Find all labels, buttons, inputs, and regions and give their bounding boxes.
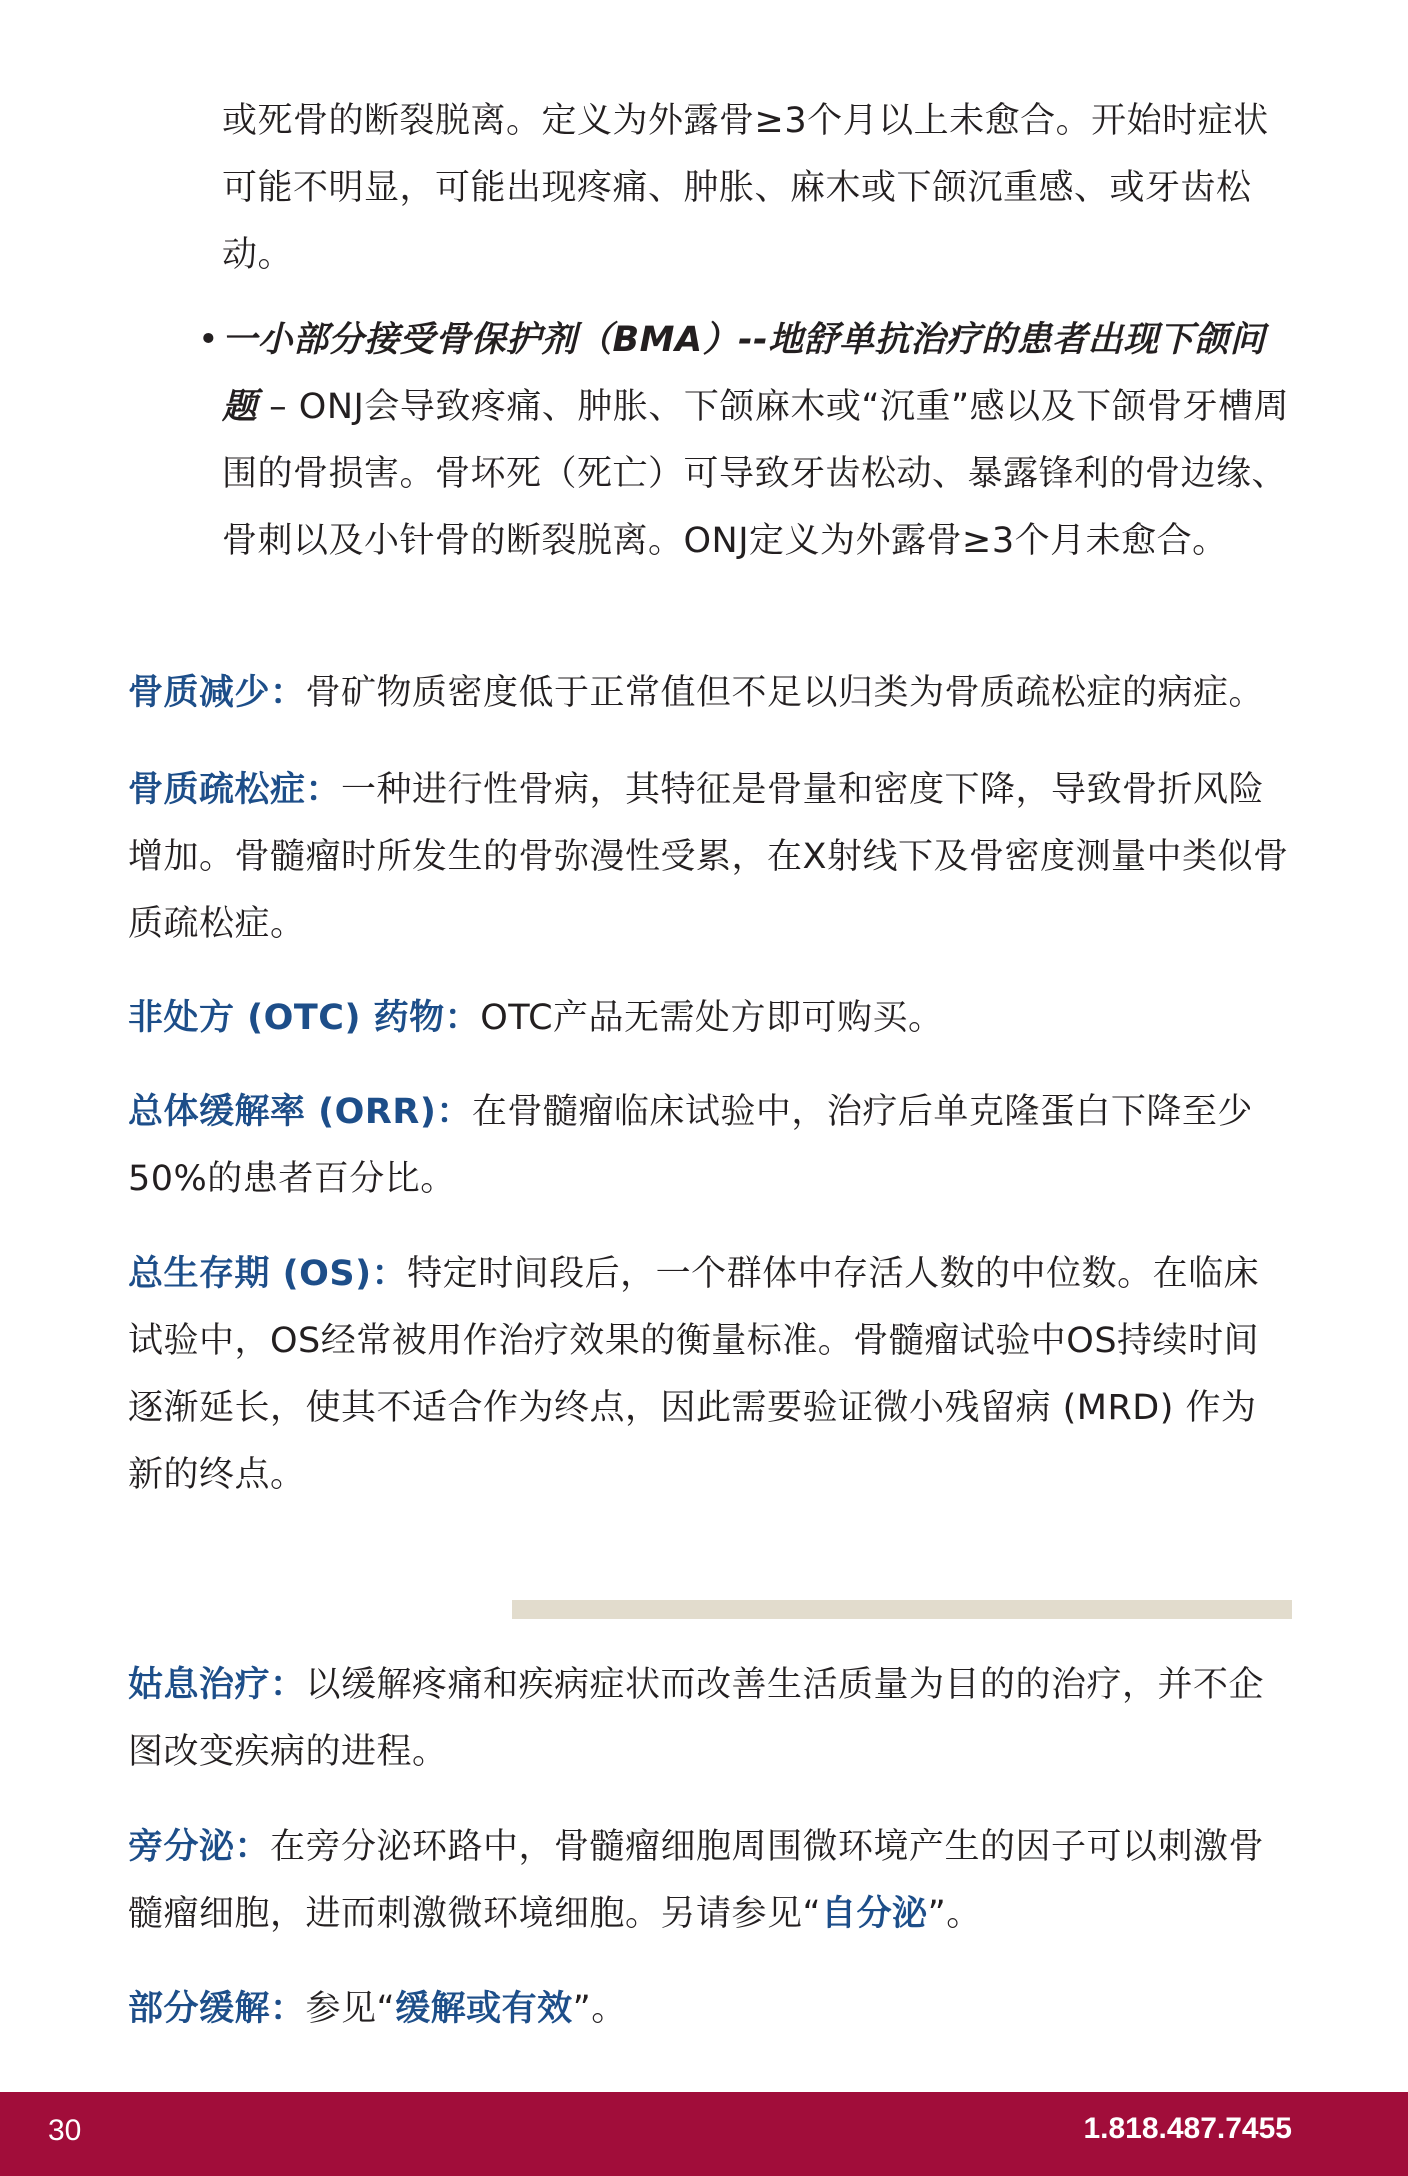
glossary-entry-otc bbox=[128, 985, 1292, 1052]
cross-reference-link[interactable]: 缓解或有效 bbox=[395, 1989, 573, 2029]
glossary-entry-palliative-care bbox=[128, 1652, 1292, 1786]
glossary-definition: 骨矿物质密度低于正常值但不足以归类为骨质疏松症的病症。 bbox=[305, 673, 1265, 713]
glossary-term: 旁分泌： bbox=[128, 1827, 271, 1867]
glossary-entry-paracrine bbox=[128, 1814, 1292, 1948]
glossary-definition: 特定时间段后，一个群体中存活人数的中位数。在临床试验中，OS经常被用作治疗效果的衡量标准。骨髓瘤试验中OS持续时间逐渐延长，使其不适合作为终点，因此需要验证微小残留病 (MRD) 作为新的终点。 bbox=[128, 1254, 1260, 1495]
glossary-entry-osteopenia bbox=[128, 660, 1292, 727]
glossary-term: 总体缓解率 (ORR)： bbox=[128, 1092, 472, 1132]
glossary-term: 部分缓解： bbox=[128, 1989, 306, 2029]
bullet-heading: 一小部分接受骨保护剂（BMA）--地舒单抗治疗的患者出现下颌问题 bbox=[222, 320, 1266, 427]
glossary-definition: 在骨髓瘤临床试验中，治疗后单克隆蛋白下降至少50%的患者百分比。 bbox=[128, 1092, 1253, 1199]
onj-continuation-text: 或死骨的断裂脱离。定义为外露骨≥3个月以上未愈合。开始时症状可能不明显，可能出现疼痛、肿胀、麻木或下颌沉重感、或牙齿松动。 bbox=[222, 101, 1269, 275]
glossary-definition: 参见“ bbox=[305, 1989, 396, 2029]
glossary-entry-os bbox=[128, 1241, 1292, 1509]
glossary-term: 姑息治疗： bbox=[128, 1665, 306, 1705]
glossary-entry-orr bbox=[128, 1079, 1292, 1213]
glossary-term: 骨质减少： bbox=[128, 673, 306, 713]
glossary-term: 骨质疏松症： bbox=[128, 770, 342, 810]
glossary-definition: OTC产品无需处方即可购买。 bbox=[480, 998, 944, 1038]
glossary-term: 非处方 (OTC) 药物： bbox=[128, 998, 481, 1038]
page-footer bbox=[0, 2092, 1408, 2176]
glossary-definition: 在旁分泌环路中，骨髓瘤细胞周围微环境产生的因子可以刺激骨髓瘤细胞，进而刺激微环境细胞。另请参见“ bbox=[128, 1827, 1265, 1934]
section-divider bbox=[512, 1600, 1292, 1619]
page-number: 30 bbox=[48, 2114, 82, 2147]
phone-number[interactable]: 1.818.487.7455 bbox=[1083, 2112, 1292, 2145]
bullet-marker: • bbox=[198, 320, 219, 360]
glossary-definition-tail: ”。 bbox=[572, 1989, 627, 2029]
glossary-definition: 一种进行性骨病，其特征是骨量和密度下降，导致骨折风险增加。骨髓瘤时所发生的骨弥漫性受累，在X射线下及骨密度测量中类似骨质疏松症。 bbox=[128, 770, 1289, 944]
glossary-entry-partial-response bbox=[128, 1976, 1292, 2043]
bullet-text: – ONJ会导致疼痛、肿胀、下颌麻木或“沉重”感以及下颌骨牙槽周围的骨损害。骨坏死（死亡）可导致牙齿松动、暴露锋利的骨边缘、骨刺以及小针骨的断裂脱离。ONJ定义为外露骨≥3个月未愈合。 bbox=[222, 387, 1290, 561]
glossary-definition-tail: ”。 bbox=[927, 1894, 982, 1934]
glossary-entry-osteoporosis bbox=[128, 757, 1292, 958]
glossary-term: 总生存期 (OS)： bbox=[128, 1254, 408, 1294]
glossary-definition: 以缓解疼痛和疾病症状而改善生活质量为目的的治疗，并不企图改变疾病的进程。 bbox=[128, 1665, 1265, 1772]
cross-reference-link[interactable]: 自分泌 bbox=[821, 1894, 928, 1934]
bma-bullet-item bbox=[222, 307, 1292, 575]
